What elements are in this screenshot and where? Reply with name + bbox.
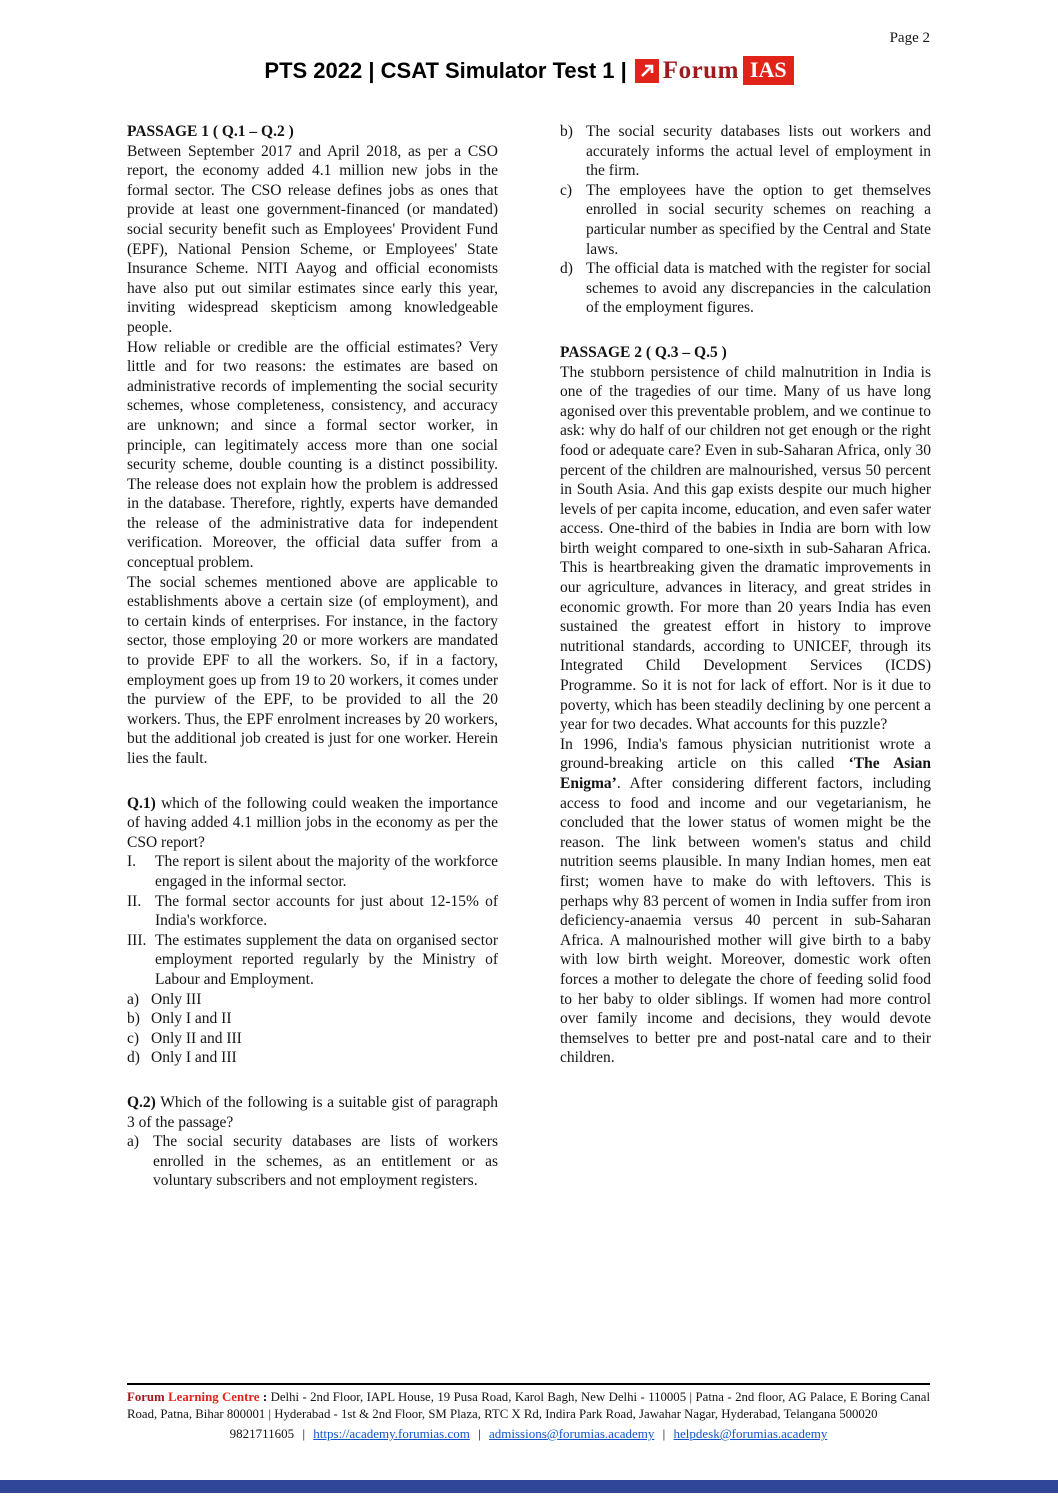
footer-separator: | (302, 1426, 306, 1441)
question-2-label: Q.2) (127, 1093, 156, 1111)
option-letter: c) (560, 181, 573, 199)
footer (127, 1383, 930, 1442)
forumias-arrow-icon (635, 59, 659, 83)
question-2 (127, 1093, 498, 1191)
statement-text: The formal sector accounts for just about 12-15% of India's workforce. (155, 892, 498, 930)
forumias-logo (635, 56, 794, 85)
footer-academy-link[interactable]: https://academy.forumias.com (313, 1426, 470, 1441)
logo-ias-text: IAS (743, 56, 794, 85)
statement-item (127, 852, 498, 891)
statement-number: III. (127, 931, 147, 949)
option-letter: a) (127, 990, 140, 1008)
option-letter: d) (127, 1049, 140, 1067)
option-text: Only II and III (151, 1029, 242, 1047)
passage1-heading: PASSAGE 1 ( Q.1 – Q.2 ) (127, 123, 294, 140)
footer-separator: | (662, 1426, 666, 1441)
two-column-body (127, 122, 931, 1191)
option-letter: a) (127, 1133, 140, 1151)
question-1-stem (127, 794, 498, 853)
option-item (127, 1009, 498, 1029)
option-letter: b) (127, 1010, 140, 1028)
passage2-para1: The stubborn persistence of child malnutrition in India is one of the tragedies of our time. Many of us have long agonised over this preventable problem, and we continue to ask: why do half of our children not get enough or the right food or adequate care? Even in sub-Saharan Africa, only 30 percent of the children are malnourished, versus 50 percent in South Asia. And this gap exists despite our much higher levels of per capita income, education, and even safer water access. One-third of the babies in India are born with low birth weight compared to one-sixth in sub-Saharan Africa. This is heartbreaking given the dramatic improvements in our agriculture, advances in literacy, and great strides in economic growth. For more than 20 years India has even sustained the greatest effort in history to improve nutritional standards, according to UNICEF, through its Integrated Child Development Services (ICDS) Programme. So it is not for lack of effort. Nor is it due to poverty, which has been steadily declining by one percent a year for two decades. What accounts for this puzzle? (560, 363, 931, 734)
question-2-text: Which of the following is a suitable gist of paragraph 3 of the passage? (127, 1093, 498, 1131)
footer-phone: 9821711605 (229, 1426, 295, 1441)
option-text: Only I and III (151, 1049, 237, 1067)
footer-brand-rest: Learning Centre (168, 1390, 260, 1404)
page-title: PTS 2022 | CSAT Simulator Test 1 | (264, 57, 627, 83)
option-text: The social security databases are lists of workers enrolled in the schemes, as an entitlement or as voluntary subscribers and not employment registers. (153, 1133, 498, 1190)
option-letter: c) (127, 1029, 140, 1047)
option-item (127, 1132, 498, 1191)
option-item (127, 990, 498, 1010)
option-item (560, 122, 931, 181)
footer-brand-forum: Forum (127, 1390, 165, 1404)
document-title-row (0, 56, 1058, 85)
option-item (127, 1029, 498, 1049)
question-2-stem (127, 1093, 498, 1132)
right-column (560, 122, 931, 1191)
option-text: The social security databases lists out workers and accurately informs the actual level of employment in the firm. (586, 123, 931, 180)
passage2-heading: PASSAGE 2 ( Q.3 – Q.5 ) (560, 343, 727, 361)
passage1-para1: Between September 2017 and April 2018, as per a CSO report, the economy added 4.1 million new jobs in the formal sector. The CSO release defines jobs as ones that provide at least one government-financed (or mandated) social security benefit such as Employees' Provident Fund (EPF), National Pension Scheme, or Employees' State Insurance Scheme. NITI Aayog and official economists have also put out similar estimates since early this year, inviting widespread skepticism among knowledgeable people. (127, 142, 498, 336)
option-text: Only I and II (151, 1010, 232, 1028)
statement-number: II. (127, 892, 142, 910)
statement-item (127, 892, 498, 931)
passage1-para3: The social schemes mentioned above are applicable to establishments above a certain size (of employment), and to certain kinds of enterprises. For instance, in the factory sector, those employing 20 or more workers are mandated to provide EPF to all the workers. So, if in a factory, employment goes up from 19 to 20 workers, it comes under the purview of the EPF, to be provided to all the 20 workers. Thus, the EPF enrolment increases by 20 workers, but the additional job created is just for one worker. Herein lies the fault. (127, 573, 498, 767)
footer-helpdesk-link[interactable]: helpdesk@forumias.academy (673, 1426, 828, 1441)
bottom-blue-bar (0, 1480, 1058, 1493)
option-letter: b) (560, 123, 573, 140)
option-text: The employees have the option to get themselves enrolled in social security schemes on reaching a particular number as specified by the Central and State laws. (586, 181, 931, 258)
passage2-para2-post: . After considering different factors, including access to food and income and our vegetarianism, he concluded that the lower status of women might be the reason. The link between women's status and child nutrition seems plausible. In many Indian homes, men eat first; women have to make do with leftovers. This is perhaps why 83 percent of women in India suffer from iron deficiency-anaemia versus 40 percent in sub-Saharan Africa. A malnourished mother will give birth to a baby with low birth weight. Moreover, domestic work often forces a mother to delegate the chore of feeding solid food to her baby to older siblings. If women had more control over family income and decisions, they would devote themselves to better pre and post-natal care and to their children. (560, 775, 931, 1067)
option-item (560, 259, 931, 318)
footer-brand-colon: : (262, 1390, 268, 1404)
question-1-text: which of the following could weaken the importance of having added 4.1 million jobs in the economy as per the CSO report? (127, 794, 498, 851)
option-letter: d) (560, 260, 573, 278)
page-number: Page 2 (889, 30, 930, 46)
option-item (560, 181, 931, 259)
passage2-para2-pre: In 1996, India's famous physician nutritionist wrote a ground-breaking article on this called (560, 735, 931, 773)
question-1-label: Q.1) (127, 794, 156, 812)
footer-address-text: Delhi - 2nd Floor, IAPL House, 19 Pusa Road, Karol Bagh, New Delhi - 110005 | Patna - 2nd floor, AG Palace, E Boring Canal Road, Patna, Bihar 800001 | Hyderabad - 1st & 2nd Floor, SM Plaza, RTC X Rd, Indira Park Road, Jawahar Nagar, Hyderabad, Telangana 500020 (127, 1390, 931, 1421)
option-item (127, 1048, 498, 1068)
left-column (127, 122, 498, 1191)
passage-2 (560, 343, 931, 1068)
logo-forum-text: Forum (662, 56, 739, 84)
option-text: The official data is matched with the register for social schemes to avoid any discrepancies in the calculation of the employment figures. (586, 260, 931, 317)
passage2-para2 (560, 735, 931, 1068)
footer-contacts (127, 1425, 930, 1442)
statement-number: I. (127, 853, 137, 871)
passage2-para2-bold: ‘The Asian Enigma’ (560, 755, 931, 792)
option-text: Only III (151, 990, 202, 1008)
footer-separator: | (478, 1426, 481, 1441)
statement-text: The report is silent about the majority of the workforce engaged in the informal sector. (155, 853, 498, 890)
footer-admissions-link[interactable]: admissions@forumias.academy (488, 1426, 655, 1441)
question-1 (127, 794, 498, 1068)
statement-text: The estimates supplement the data on organised sector employment reported regularly by the Ministry of Labour and Employment. (155, 931, 498, 988)
passage1-para2: How reliable or credible are the official estimates? Very little and for two reasons: the estimates are based on administrative records of implementing the social security schemes, whose completeness, consistency, and accuracy are unknown; and since a formal sector worker, in principle, can legitimately access more than one social security scheme, double counting is a distinct possibility. The release does not explain how the problem is addressed in the database. Therefore, rightly, experts have demanded the release of the administrative data for independent verification. Moreover, the official data suffer from a conceptual problem. (127, 338, 498, 572)
footer-addresses (127, 1389, 930, 1423)
statement-item (127, 931, 498, 990)
